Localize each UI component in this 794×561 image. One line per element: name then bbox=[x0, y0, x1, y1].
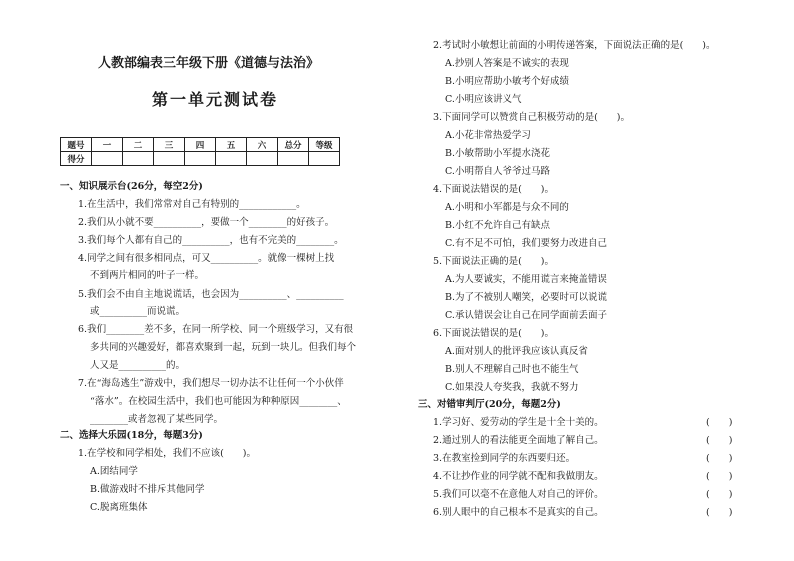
question-line: 1.在学校和同学相处，我们不应该( )。 bbox=[78, 448, 256, 459]
option-line: C.小明帮自人爷爷过马路 bbox=[445, 166, 550, 177]
judgment-line: 1.学习好、爱劳动的学生是十全十美的。 bbox=[433, 417, 604, 428]
question-line: 7.在“海岛逃生”游戏中，我们想尽一切办法不让任何一个小伙伴 bbox=[78, 378, 344, 389]
judgment-line: 5.我们可以毫不在意他人对自己的评价。 bbox=[433, 489, 604, 500]
judgment-line: 2.通过别人的看法能更全面地了解自己。 bbox=[433, 435, 604, 446]
option-line: B.别人不理解自己时也不能生气 bbox=[445, 364, 579, 375]
question-line: 或__________而说谎。 bbox=[90, 306, 186, 317]
score-table bbox=[60, 137, 340, 166]
judgment-line: 3.在教室捡到同学的东西要归还。 bbox=[433, 453, 576, 464]
question-line: 5.我们会不由自主地说谎话，也会因为__________、__________ bbox=[78, 289, 344, 300]
section-1-heading: 一、知识展示台(26分，每空2分) bbox=[60, 181, 203, 192]
question-line: ________或者忽视了某些同学。 bbox=[90, 414, 224, 425]
question-line: 4.同学之间有很多相同点，可又__________。就像一棵树上找 bbox=[78, 253, 335, 264]
option-line: A.抄别人答案是不诚实的表现 bbox=[445, 58, 569, 69]
question-line: 2.我们从小就不要__________，要做一个________的好孩子。 bbox=[78, 217, 335, 228]
question-line: 5.下面说法正确的是( )。 bbox=[433, 256, 554, 267]
option-line: C.脱离班集体 bbox=[90, 502, 148, 513]
table-cell bbox=[309, 152, 340, 166]
table-cell bbox=[123, 152, 154, 166]
table-cell bbox=[185, 152, 216, 166]
question-line: “落水”。在校园生活中，我们也可能因为种种原因________、 bbox=[90, 396, 347, 407]
table-cell bbox=[247, 152, 278, 166]
question-line: 6.我们________差不多，在同一所学校、同一个班级学习，又有很 bbox=[78, 324, 354, 335]
judgment-line: 6.别人眼中的自己根本不是真实的自己。 bbox=[433, 507, 604, 518]
section-3-heading: 三、对错审判厅(20分，每题2分) bbox=[418, 399, 561, 410]
exam-subtitle: 第一单元测试卷 bbox=[152, 90, 279, 109]
answer-paren[interactable]: ( ) bbox=[706, 435, 733, 446]
exam-title: 人教部编表三年级下册《道德与法治》 bbox=[98, 56, 320, 71]
option-line: C.承认错误会让自己在同学面前丢面子 bbox=[445, 310, 607, 321]
option-line: B.小敏帮助小军提水浇花 bbox=[445, 148, 551, 159]
question-line: 3.我们每个人都有自己的__________，也有不完美的________。 bbox=[78, 235, 344, 246]
option-line: B.小红不允许自己有缺点 bbox=[445, 220, 551, 231]
table-cell: 二 bbox=[123, 138, 154, 152]
table-cell: 等级 bbox=[309, 138, 340, 152]
table-cell: 五 bbox=[216, 138, 247, 152]
table-cell bbox=[278, 152, 309, 166]
answer-paren[interactable]: ( ) bbox=[706, 453, 733, 464]
option-line: C.小明应该讲义气 bbox=[445, 94, 522, 105]
table-cell: 一 bbox=[92, 138, 123, 152]
answer-paren[interactable]: ( ) bbox=[706, 417, 733, 428]
question-line: 人又是__________的。 bbox=[90, 360, 186, 371]
table-cell: 题号 bbox=[61, 138, 92, 152]
question-line: 多共同的兴趣爱好，都喜欢聚到一起，玩到一块儿。但我们每个 bbox=[90, 342, 357, 353]
option-line: A.面对别人的批评我应该认真反省 bbox=[445, 346, 588, 357]
option-line: A.小花非常热爱学习 bbox=[445, 130, 531, 141]
question-line: 6.下面说法错误的是( )。 bbox=[433, 328, 554, 339]
question-line: 2.考试时小敏想让前面的小明传递答案，下面说法正确的是( )。 bbox=[433, 40, 716, 51]
table-cell: 得分 bbox=[61, 152, 92, 166]
table-cell: 总分 bbox=[278, 138, 309, 152]
table-cell bbox=[92, 152, 123, 166]
table-cell bbox=[154, 152, 185, 166]
judgment-line: 4.不让抄作业的同学就不配和我做朋友。 bbox=[433, 471, 604, 482]
option-line: C.有不足不可怕，我们要努力改进自己 bbox=[445, 238, 607, 249]
option-line: A.为人要诚实，不能用谎言来掩盖错误 bbox=[445, 274, 607, 285]
section-2-heading: 二、选择大乐园(18分，每题3分) bbox=[60, 430, 203, 441]
question-line: 4.下面说法错误的是( )。 bbox=[433, 184, 554, 195]
option-line: A.团结同学 bbox=[90, 466, 138, 477]
table-cell: 三 bbox=[154, 138, 185, 152]
answer-paren[interactable]: ( ) bbox=[706, 507, 733, 518]
score-table-header-row bbox=[61, 138, 340, 152]
option-line: C.如果没人夸奖我，我就不努力 bbox=[445, 382, 579, 393]
table-cell: 六 bbox=[247, 138, 278, 152]
option-line: A.小明和小军都是与众不同的 bbox=[445, 202, 569, 213]
score-table-score-row bbox=[61, 152, 340, 166]
option-line: B.做游戏时不排斥其他同学 bbox=[90, 484, 205, 495]
question-line: 1.在生活中，我们常常对自己有特别的____________。 bbox=[78, 199, 306, 210]
question-line: 3.下面同学可以赞赏自己积极劳动的是( )。 bbox=[433, 112, 630, 123]
option-line: B.为了不被别人嘲笑，必要时可以说谎 bbox=[445, 292, 608, 303]
option-line: B.小明应帮助小敏考个好成绩 bbox=[445, 76, 570, 87]
table-cell: 四 bbox=[185, 138, 216, 152]
answer-paren[interactable]: ( ) bbox=[706, 489, 733, 500]
answer-paren[interactable]: ( ) bbox=[706, 471, 733, 482]
table-cell bbox=[216, 152, 247, 166]
question-line: 不到两片相同的叶子一样。 bbox=[90, 270, 205, 281]
